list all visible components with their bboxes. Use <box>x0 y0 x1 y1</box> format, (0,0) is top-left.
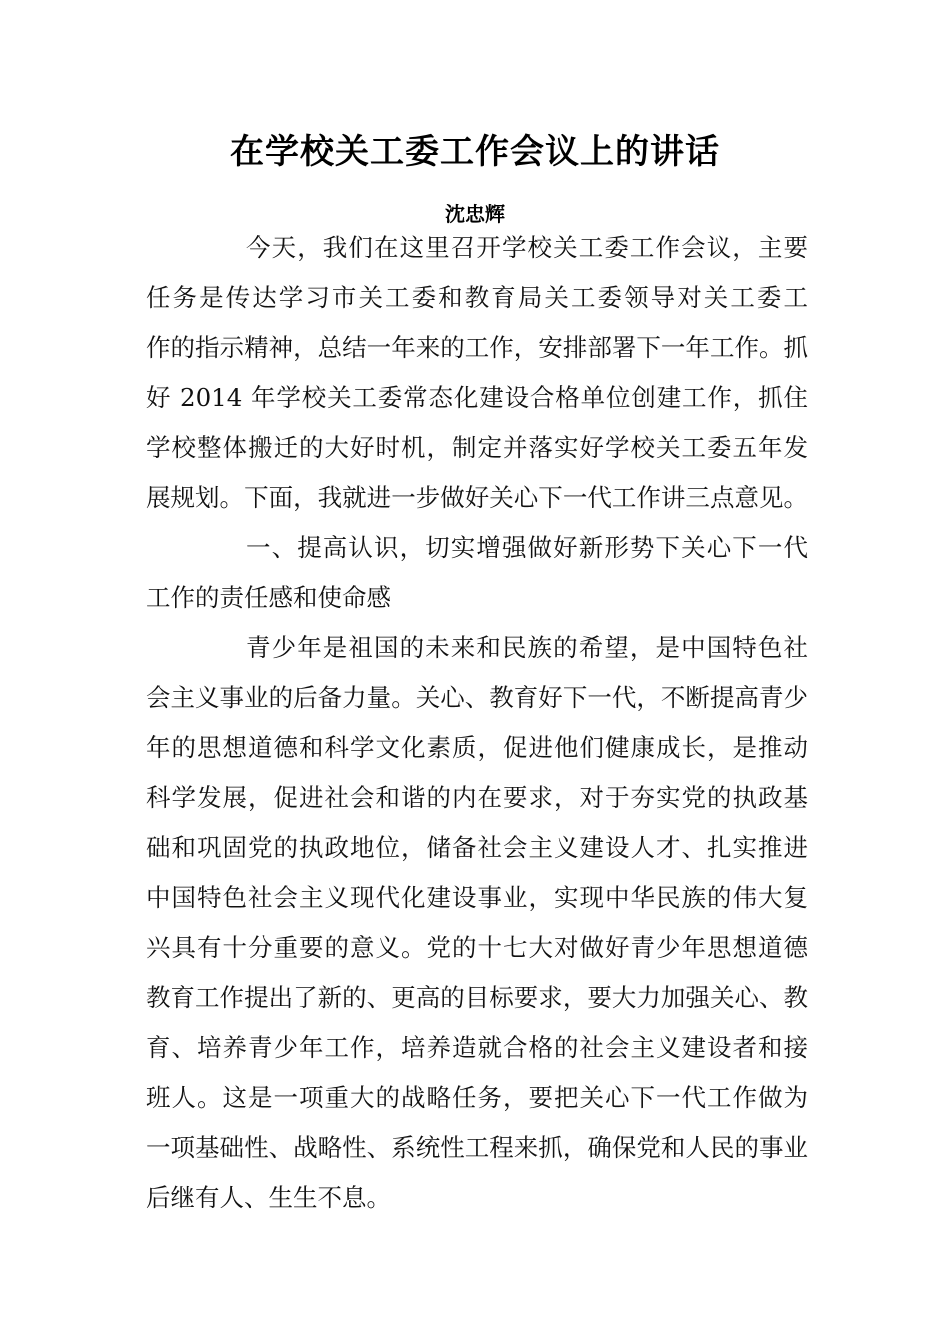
body-line: 青少年是祖国的未来和民族的希望，是中国特色社 <box>246 633 808 662</box>
body-line: 作的指示精神，总结一年来的工作，安排部署下一年工作。抓 <box>146 333 808 362</box>
body-line: 教育工作提出了新的、更高的目标要求，要大力加强关心、教 <box>146 983 808 1012</box>
body-line: 好 2014 年学校关工委常态化建设合格单位创建工作，抓住 <box>146 383 808 412</box>
body-line: 后继有人、生生不息。 <box>146 1183 391 1212</box>
document-author: 沈忠辉 <box>445 202 505 226</box>
body-line: 展规划。下面，我就进一步做好关心下一代工作讲三点意见。 <box>146 483 808 512</box>
body-line: 一项基础性、战略性、系统性工程来抓，确保党和人民的事业 <box>146 1133 808 1162</box>
body-line: 育、培养青少年工作，培养造就合格的社会主义建设者和接 <box>146 1033 808 1062</box>
body-line: 学校整体搬迁的大好时机，制定并落实好学校关工委五年发 <box>146 433 808 462</box>
body-line: 科学发展，促进社会和谐的内在要求，对于夯实党的执政基 <box>146 783 808 812</box>
body-line: 兴具有十分重要的意义。党的十七大对做好青少年思想道德 <box>146 933 808 962</box>
document-title: 在学校关工委工作会议上的讲话 <box>230 132 720 172</box>
section-heading-line: 工作的责任感和使命感 <box>146 583 391 612</box>
body-line: 础和巩固党的执政地位，储备社会主义建设人才、扎实推进 <box>146 833 808 862</box>
section-heading-line: 一、提高认识，切实增强做好新形势下关心下一代 <box>246 533 808 562</box>
body-line: 年的思想道德和科学文化素质，促进他们健康成长，是推动 <box>146 733 808 762</box>
body-line: 今天，我们在这里召开学校关工委工作会议，主要 <box>246 233 808 262</box>
body-line: 中国特色社会主义现代化建设事业，实现中华民族的伟大复 <box>146 883 808 912</box>
body-line: 会主义事业的后备力量。关心、教育好下一代，不断提高青少 <box>146 683 808 712</box>
body-line: 班人。这是一项重大的战略任务，要把关心下一代工作做为 <box>146 1083 808 1112</box>
body-line: 任务是传达学习市关工委和教育局关工委领导对关工委工 <box>146 283 808 312</box>
